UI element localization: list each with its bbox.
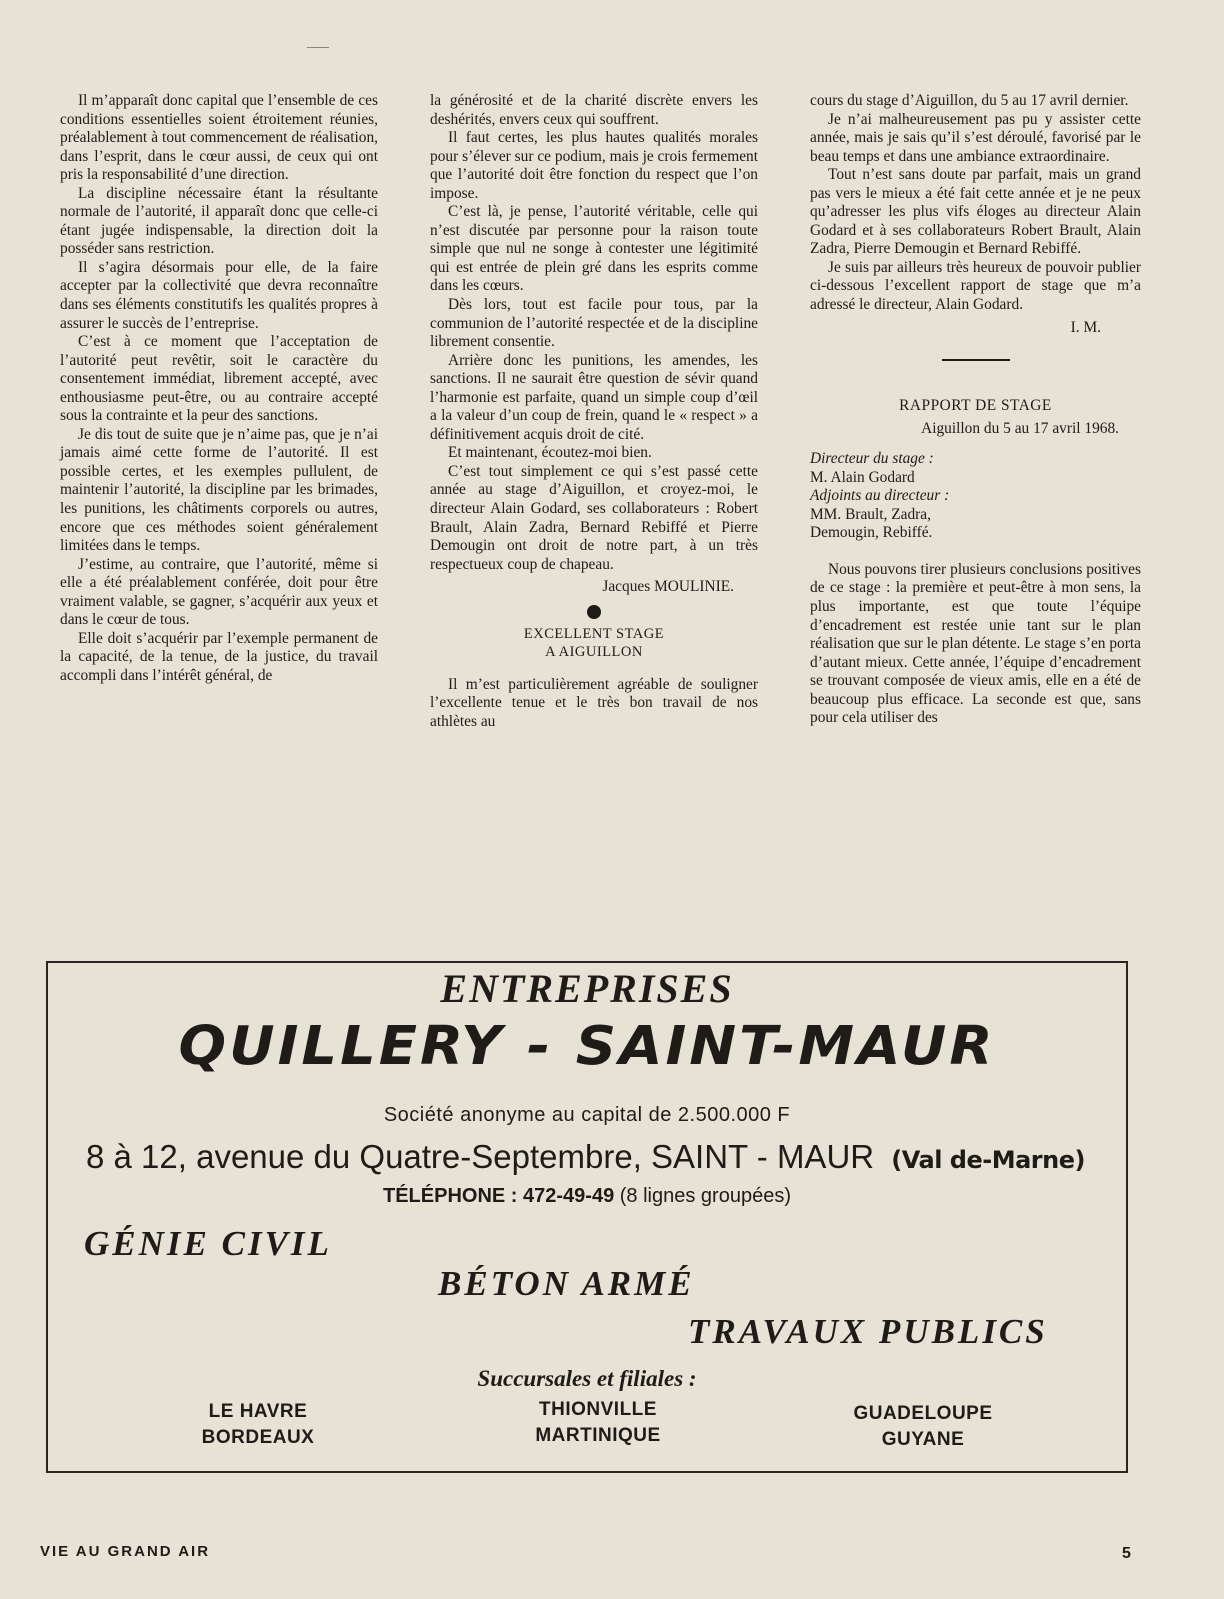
- paragraph: Il m’apparaît donc capital que l’ensemble de ces conditions essentielles soient étroitement réunies, préalablement à tout commencement de réalisation, dans l’esprit, dans le cœur aussi, de ceux qui ont pris la responsabilité d’une direction.: [60, 92, 378, 184]
- ad-branch-city: LE HAVRE: [208, 1401, 308, 1422]
- paragraph: Je suis par ailleurs très heureux de pouvoir publier ci-dessous l’excellent rapport de stage que m’a adressé le directeur, Alain Godard.: [810, 258, 1141, 314]
- director-label: Directeur du stage :: [810, 450, 934, 468]
- paragraph: Je n’ai malheureusement pas pu y assister cette année, mais je sais qu’il s’est déroulé, favorisé par le beau temps et dans une ambiance extraordinaire.: [810, 110, 1141, 165]
- report-dates: Aiguillon du 5 au 17 avril 1968.: [921, 419, 1119, 437]
- article-column-2: [430, 92, 758, 732]
- ad-branch-city: GUADELOUPE: [853, 1403, 993, 1424]
- paragraph: Dès lors, tout est facile pour tous, par la communion de l’autorité respectée et de la discipline librement consentie.: [430, 296, 758, 351]
- ad-street: 8 à 12, avenue du Quatre-Septembre, SAINT - MAUR: [86, 1138, 875, 1175]
- ad-service: BÉTON ARMÉ: [438, 1264, 695, 1303]
- ad-service: TRAVAUX PUBLICS: [688, 1312, 1048, 1351]
- assistants-names: Demougin, Rebiffé.: [810, 524, 933, 542]
- author-initials: I. M.: [1070, 318, 1101, 336]
- paragraph: C’est là, je pense, l’autorité véritable, celle qui n’est discutée par personne pour la raison toute simple que nul ne songe à contester une légitimité qui est entrée de plein gré dans les esprits comme dans les cœurs.: [430, 203, 758, 295]
- ad-region: (Val de-Marne): [891, 1146, 1085, 1174]
- section-divider: [942, 359, 1010, 361]
- assistants-names: MM. Brault, Zadra,: [810, 505, 931, 523]
- ad-entreprises: ENTREPRISES: [440, 966, 734, 1011]
- ad-phone-note: (8 lignes groupées): [619, 1185, 791, 1207]
- ad-service: GÉNIE CIVIL: [84, 1224, 332, 1263]
- paragraph: cours du stage d’Aiguillon, du 5 au 17 avril dernier.: [810, 92, 1129, 109]
- article-column-1: [60, 92, 378, 686]
- paragraph: Il s’agira désormais pour elle, de la faire accepter par la collectivité que devra reconnaître dans ses éléments constitutifs les qualités propres à assurer le succès de l’entreprise.: [60, 258, 378, 332]
- paragraph: Nous pouvons tirer plusieurs conclusions positives de ce stage : la première et peut-être à mon sens, la plus importante, est que toute l’équipe d’encadrement est restée unie tant sur le plan réalisation que sur le plan détente. Le stage s’en porta d’autant mieux. Cette année, l’équipe d’encadrement se trouvant composée de vieux amis, elle en a été de beaucoup plus efficace. La seconde est que, sans pour cela utiliser des: [810, 560, 1141, 727]
- section-heading-line: EXCELLENT STAGE: [523, 625, 665, 642]
- ad-branch-city: GUYANE: [881, 1429, 965, 1450]
- paragraph: Je dis tout de suite que je n’aime pas, que je n’ai jamais aimé cette forme de l’autorité. Il est possible certes, et les exemples pullulent, de maintenir l’autorité, la discipline par les brimades, les punitions, les châtiments corporels ou autres, encore que ces méthodes soient généralement limitées dans le temps.: [60, 425, 378, 555]
- paragraph: la générosité et de la charité discrète envers les deshérités, envers ceux qui souffrent.: [430, 92, 758, 128]
- director-name: M. Alain Godard: [810, 468, 915, 486]
- assistants-label: Adjoints au directeur :: [810, 487, 950, 505]
- paragraph: Et maintenant, écoutez-moi bien.: [448, 444, 652, 462]
- page-number: 5: [1122, 1545, 1131, 1562]
- paragraph: C’est à ce moment que l’acceptation de l’autorité peut revêtir, soit le caractère du consentement immédiat, librement accepté, avec enthousiasme peut-être, ou au contraire accepté sous la contrainte et la peur des sanctions.: [60, 333, 378, 425]
- ad-address: [86, 1138, 1085, 1176]
- ad-capital: Société anonyme au capital de 2.500.000 F: [383, 1104, 791, 1126]
- ad-branch-group: [833, 1401, 1013, 1453]
- article-column-3: [810, 92, 1141, 728]
- paragraph: La discipline nécessaire étant la résultante normale de l’autorité, il apparaît donc que celle-ci étant jugée indispensable, la direction doit la posséder sans restriction.: [60, 184, 378, 258]
- ad-branches-label: Succursales et filiales :: [477, 1366, 697, 1391]
- section-heading-line: A AIGUILLON: [545, 644, 643, 661]
- paragraph: Arrière donc les punitions, les amendes, les sanctions. Il ne saurait être question de sévir quand l’harmonie est parfaite, quand un simple coup d’œil a la valeur d’un coup de frein, quand le « respect » a définitivement acquis droit de cité.: [430, 351, 758, 443]
- paragraph: Il m’est particulièrement agréable de souligner l’excellente tenue et le très bon travail de nos athlètes au: [430, 675, 758, 730]
- bullet-separator: [587, 605, 601, 619]
- ad-branch-group: [168, 1399, 348, 1451]
- ad-branch-group: [508, 1397, 688, 1449]
- report-title: RAPPORT DE STAGE: [899, 397, 1052, 415]
- paragraph: Il faut certes, les plus hautes qualités morales pour s’élever sur ce podium, mais je crois fermement que l’autorité doit être fonction du respect que l’on impose.: [430, 129, 758, 202]
- publication-name: VIE AU GRAND AIR: [40, 1543, 211, 1560]
- report-staff: [810, 450, 1141, 543]
- section-heading: [430, 625, 758, 662]
- ad-phone-label: TÉLÉPHONE :: [383, 1185, 518, 1207]
- paragraph: Tout n’est sans doute par parfait, mais un grand pas vers le mieux a été fait cette année et je ne peux qu’adresser les plus vifs éloges au directeur Alain Godard et à ses collaborateurs Robert Brault, Alain Zadra, Pierre Demougin et Bernard Rebiffé.: [810, 166, 1141, 258]
- author-signature: Jacques MOULINIE.: [602, 578, 734, 596]
- paragraph: Elle doit s’acquérir par l’exemple permanent de la capacité, de la tenue, de la justice, du travail accompli dans l’intérêt général, de: [60, 629, 378, 684]
- advertisement: [46, 961, 1128, 1473]
- ad-branch-city: BORDEAUX: [201, 1427, 315, 1448]
- ad-company-name: QUILLERY - SAINT-MAUR: [178, 1015, 996, 1078]
- paragraph: C’est tout simplement ce qui s’est passé cette année au stage d’Aiguillon, et croyez-moi, le directeur Alain Godard, ses collaborateurs : Robert Brault, Alain Zadra, Bernard Rebiffé et Pierre Demougin ont droit de notre part, à un très respectueux coup de chapeau.: [430, 462, 758, 573]
- ad-branch-city: MARTINIQUE: [535, 1425, 661, 1446]
- ad-phone: [48, 1185, 1126, 1208]
- ad-phone-number: 472-49-49: [523, 1185, 615, 1207]
- decorative-dash: [307, 47, 329, 48]
- paragraph: J’estime, au contraire, que l’autorité, même si elle a été préalablement conférée, doit pour être vraiment valable, se gagner, s’acquérir aux yeux et dans le cœur de tous.: [60, 555, 378, 629]
- ad-branch-city: THIONVILLE: [539, 1399, 657, 1420]
